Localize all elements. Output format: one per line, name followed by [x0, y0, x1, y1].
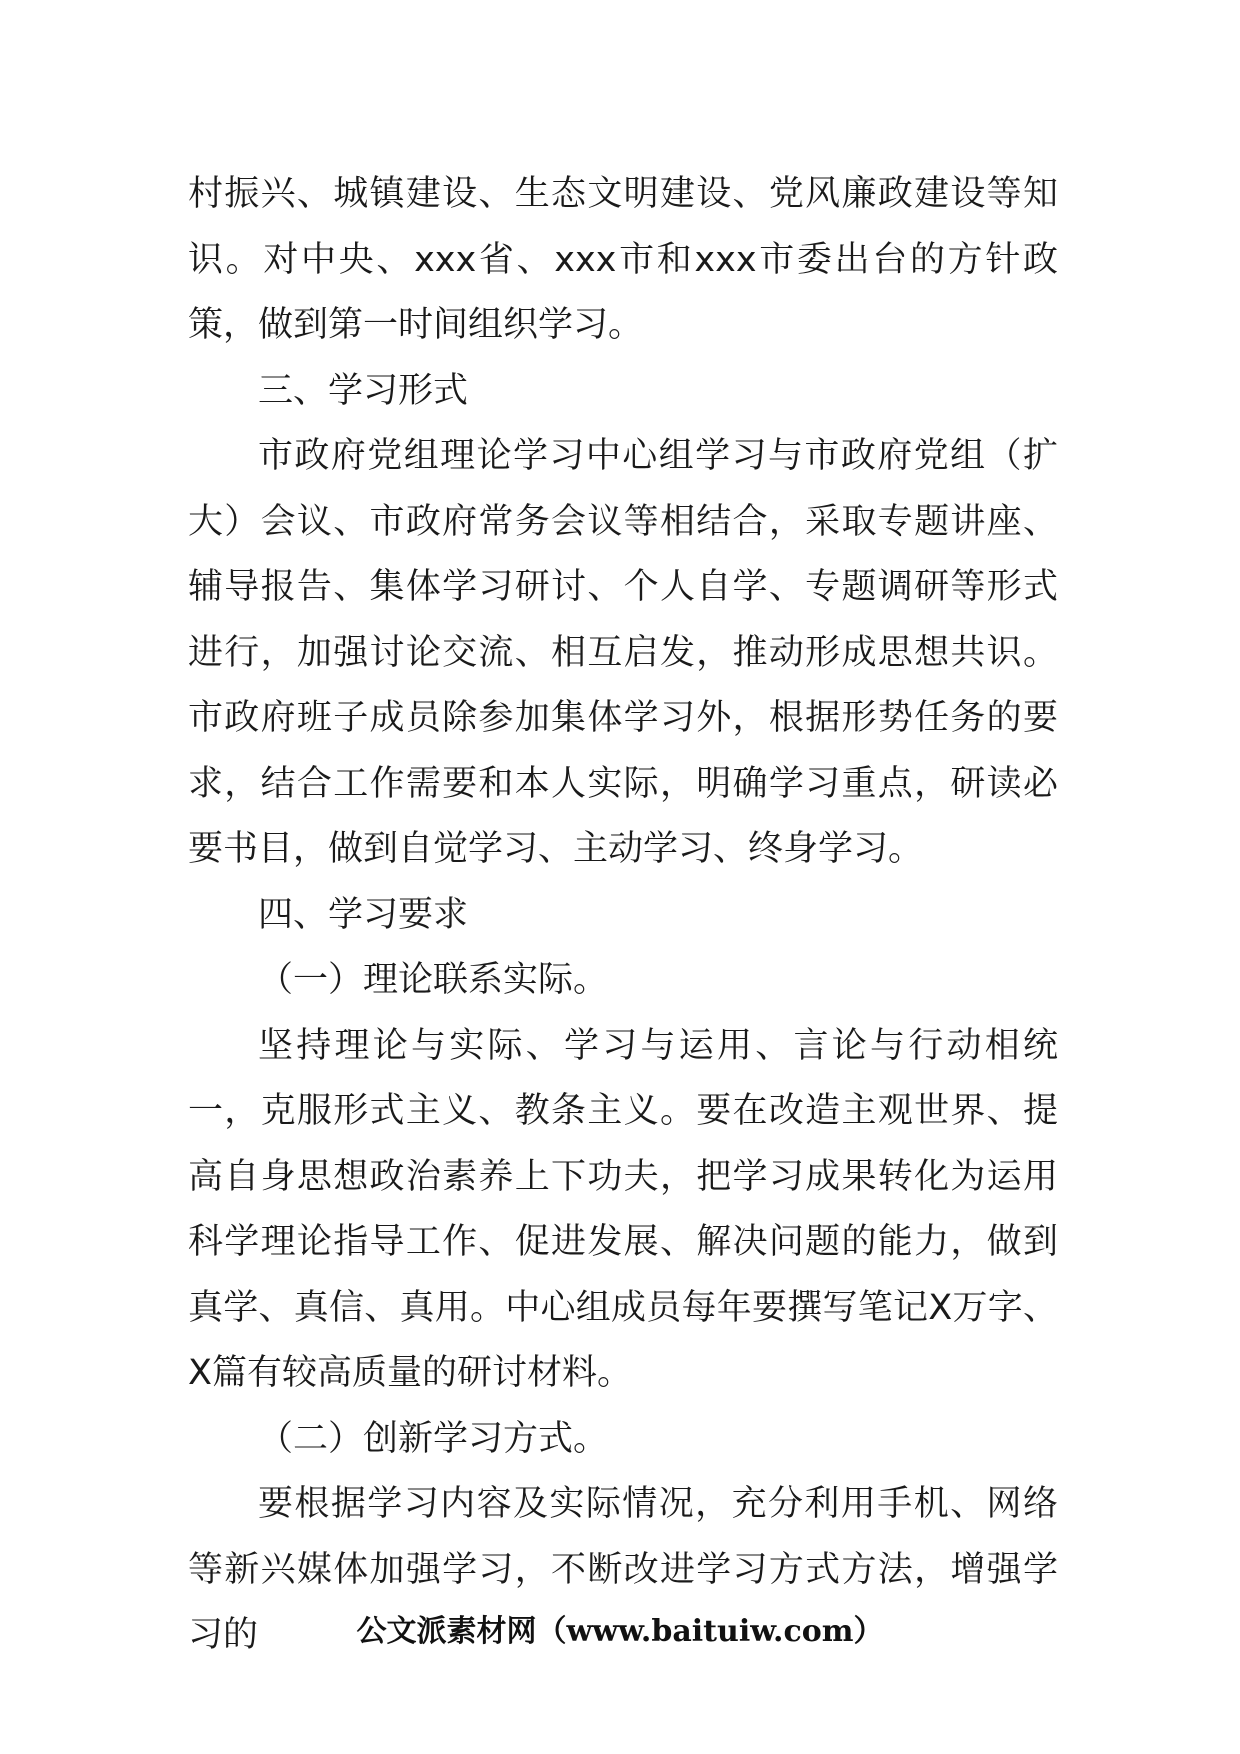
paragraph-continuation: 村振兴、城镇建设、生态文明建设、党风廉政建设等知识。对中央、xxx省、xxx市和xxx市委出台的方针政策，做到第一时间组织学习。: [188, 174, 1058, 345]
subheading-theory-practice: （一）理论联系实际。: [258, 960, 609, 1000]
section-heading-learning-requirements: 四、学习要求: [258, 894, 469, 935]
subheading-innovate-methods: （二）创新学习方式。: [258, 1418, 609, 1459]
document-body: [188, 162, 1058, 1669]
section-heading-learning-form: 三、学习形式: [258, 370, 469, 411]
footer-watermark: 公文派素材网（www.baituiw.com）: [356, 1614, 884, 1649]
paragraph-innovate-methods: 要根据学习内容及实际情况，充分利用手机、网络等新兴媒体加强学习，不断改进学习方式方法，增强学习的: [188, 1484, 1058, 1655]
paragraph-learning-form: 市政府党组理论学习中心组学习与市政府党组（扩大）会议、市政府常务会议等相结合，采取专题讲座、辅导报告、集体学习研讨、个人自学、专题调研等形式进行，加强讨论交流、相互启发，推动形成思想共识。市政府班子成员除参加集体学习外，根据形势任务的要求，结合工作需要和本人实际，明确学习重点，研读必要书目，做到自觉学习、主动学习、终身学习。: [188, 436, 1058, 869]
paragraph-theory-practice: 坚持理论与实际、学习与运用、言论与行动相统一，克服形式主义、教条主义。要在改造主观世界、提高自身思想政治素养上下功夫，把学习成果转化为运用科学理论指导工作、促进发展、解决问题的能力，做到真学、真信、真用。中心组成员每年要撰写笔记X万字、X篇有较高质量的研讨材料。: [188, 1025, 1058, 1393]
